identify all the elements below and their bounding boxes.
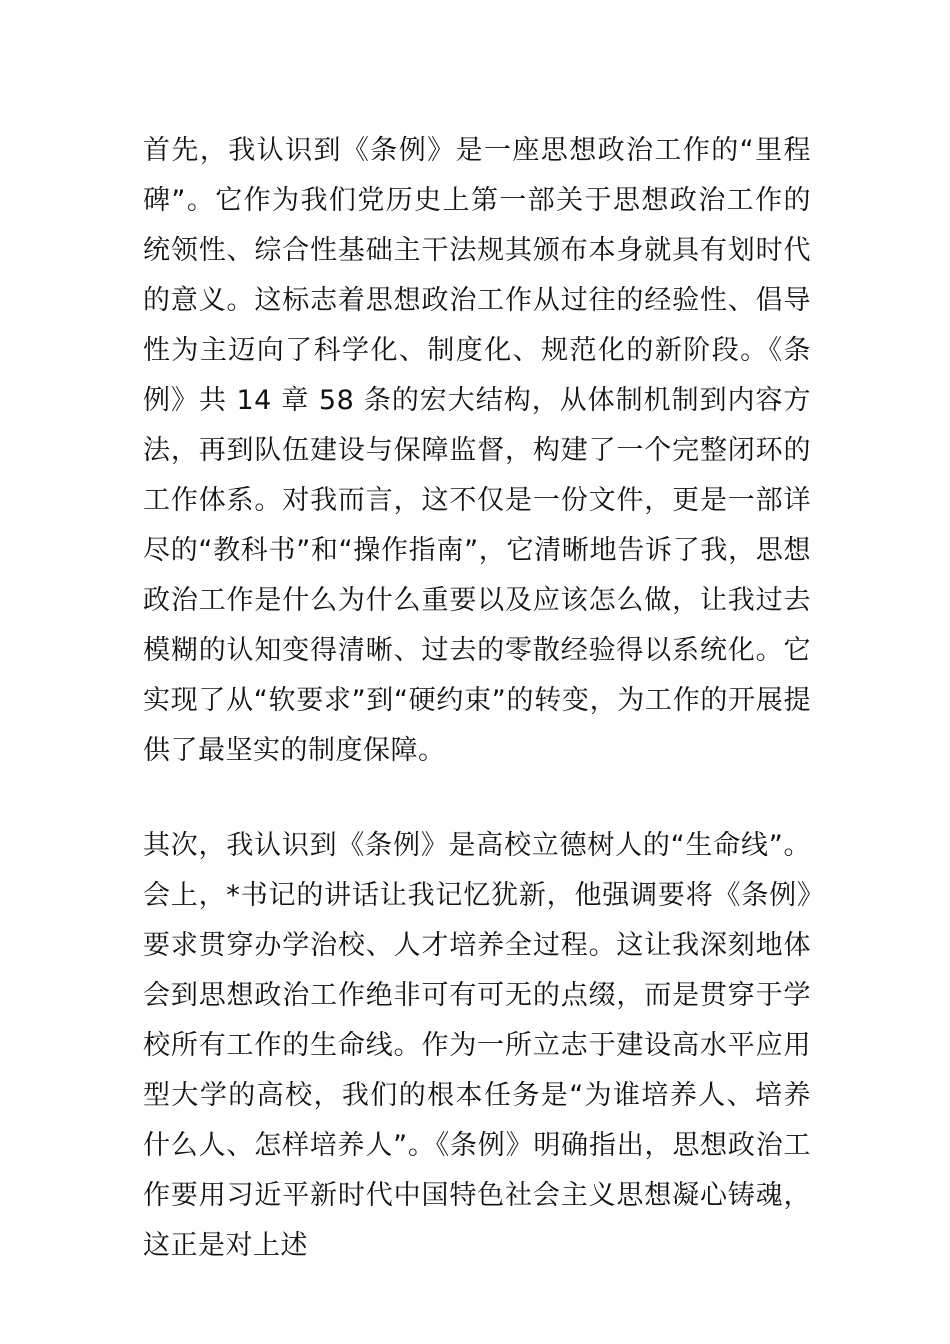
paragraph-first: 首先，我认识到《条例》是一座思想政治工作的“里程碑”。它作为我们党历史上第一部关于思想政治工作的统领性、综合性基础主干法规其颁布本身就具有划时代的意义。这标志着思想政治工作从过往的经验性、倡导性为主迈向了科学化、制度化、规范化的新阶段。《条例》共 14 章 58 条的宏大结构，从体制机制到内容方法，再到队伍建设与保障监督，构建了一个完整闭环的工作体系。对我而言，这不仅是一份文件，更是一部详尽的“教科书”和“操作指南”，它清晰地告诉了我，思想政治工作是什么为什么重要以及应该怎么做，让我过去模糊的认知变得清晰、过去的零散经验得以系统化。它实现了从“软要求”到“硬约束”的转变，为工作的开展提供了最坚实的制度保障。 — [143, 135, 811, 766]
paragraph-second: 其次，我认识到《条例》是高校立德树人的“生命线”。会上，*书记的讲话让我记忆犹新，他强调要将《条例》要求贯穿办学治校、人才培养全过程。这让我深刻地体会到思想政治工作绝非可有可无的点缀，而是贯穿于学校所有工作的生命线。作为一所立志于建设高水平应用型大学的高校，我们的根本任务是“为谁培养人、培养什么人、怎样培养人”。《条例》明确指出，思想政治工作要用习近平新时代中国特色社会主义思想凝心铸魂，这正是对上述 — [143, 830, 811, 1261]
